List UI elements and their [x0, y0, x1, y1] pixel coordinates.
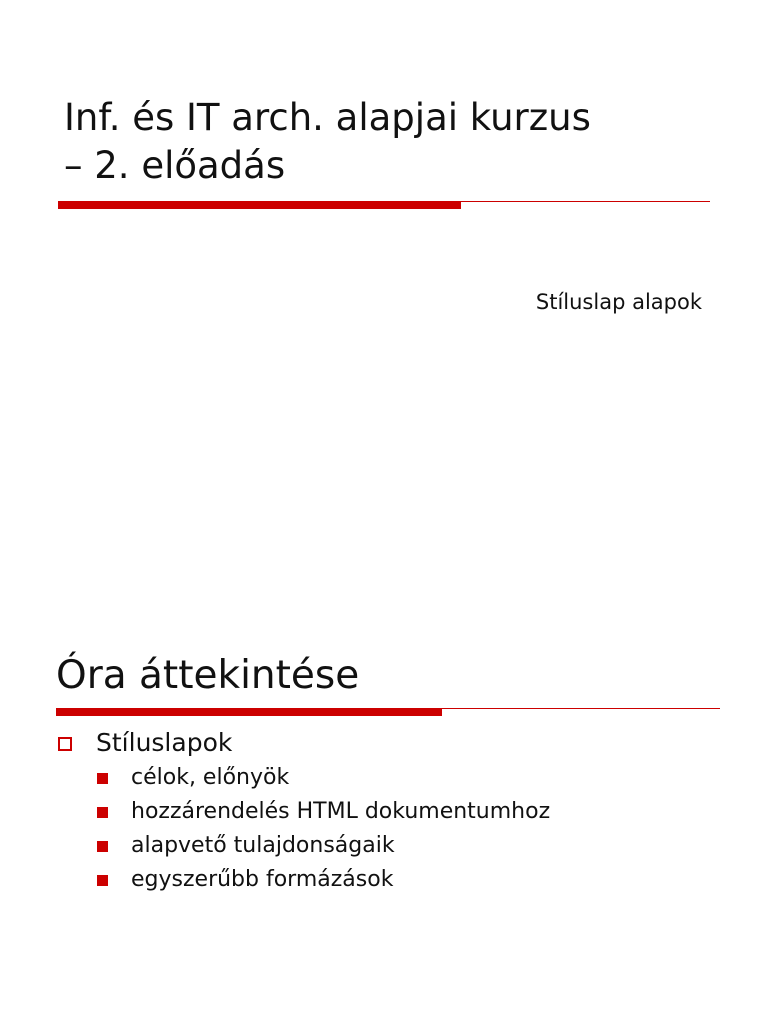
title-line-2: – 2. előadás: [64, 144, 286, 187]
list-item-label: egyszerűbb formázások: [131, 867, 394, 892]
title-underline-thin: [442, 708, 720, 709]
filled-square-bullet-icon: [97, 841, 108, 852]
list-item-label: hozzárendelés HTML dokumentumhoz: [131, 799, 551, 824]
slide-title: [64, 94, 724, 190]
slide-title: Óra áttekintése: [56, 653, 360, 698]
title-underline-thick: [56, 708, 442, 716]
filled-square-bullet-icon: [97, 875, 108, 886]
list-item-label: alapvető tulajdonságaik: [131, 833, 395, 858]
slide-subtitle: Stíluslap alapok: [535, 290, 702, 314]
bullet-label: Stíluslapok: [96, 728, 233, 757]
filled-square-bullet-icon: [97, 807, 108, 818]
title-line-1: Inf. és IT arch. alapjai kurzus: [64, 96, 591, 139]
title-underline-thick: [58, 201, 461, 209]
list-item-label: célok, előnyök: [131, 765, 290, 790]
filled-square-bullet-icon: [97, 773, 108, 784]
title-underline-thin: [461, 201, 710, 202]
hollow-square-bullet-icon: [58, 737, 72, 751]
overview-slide: [0, 512, 768, 1024]
